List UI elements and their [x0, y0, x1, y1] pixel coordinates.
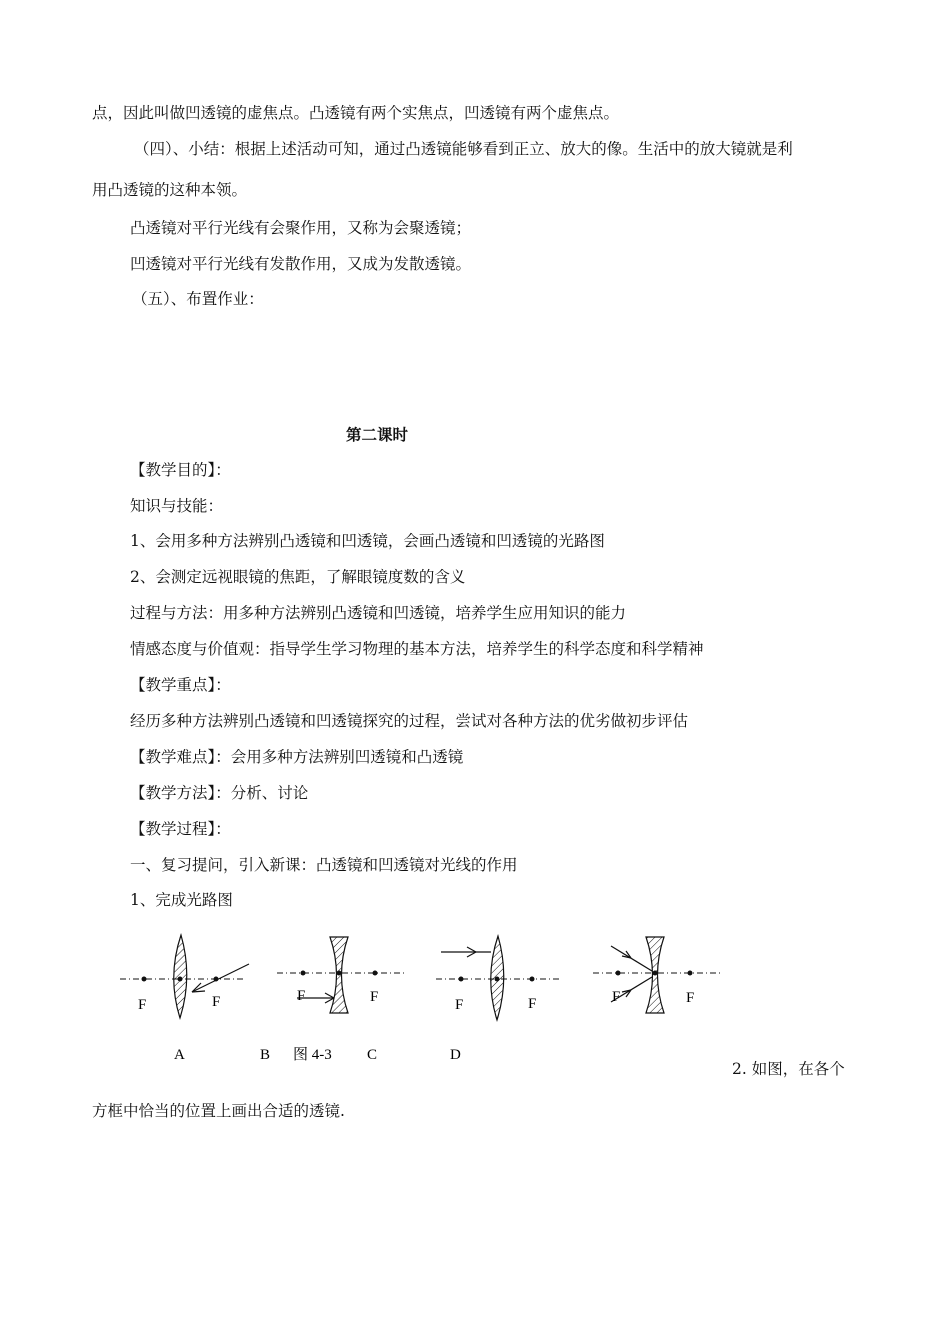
lesson-line: 1、完成光路图 [130, 891, 233, 909]
question-2-start: 2. 如图，在各个 [732, 1060, 845, 1078]
paragraph-concave: 凹透镜对平行光线有发散作用，又成为发散透镜。 [130, 255, 472, 273]
paragraph-summary: （四）、小结：根据上述活动可知，通过凸透镜能够看到正立、放大的像。生活中的放大镜就是利 [134, 140, 793, 158]
diagram-label-a: A [174, 1047, 185, 1063]
paragraph-1: 点，因此叫做凹透镜的虚焦点。凸透镜有两个实焦点，凹透镜有两个虚焦点。 [92, 104, 620, 122]
focus-label: F [138, 997, 147, 1013]
paragraph-homework: （五）、布置作业： [132, 290, 264, 308]
diagram-label-c: C [367, 1047, 378, 1063]
focus-label: F [612, 989, 621, 1005]
paragraph-convex: 凸透镜对平行光线有会聚作用，又称为会聚透镜； [130, 219, 472, 237]
question-2-end: 方框中恰当的位置上画出合适的透镜. [92, 1102, 345, 1120]
focus-label: F [297, 988, 306, 1004]
focus-label: F [528, 996, 537, 1012]
lesson-line: 过程与方法：用多种方法辨别凸透镜和凹透镜，培养学生应用知识的能力 [130, 604, 627, 622]
lesson-line: 1、会用多种方法辨别凸透镜和凹透镜，会画凸透镜和凹透镜的光路图 [130, 532, 605, 550]
lesson-line: 【教学难点】：会用多种方法辨别凹透镜和凸透镜 [130, 748, 464, 766]
diagram-label-d: D [450, 1047, 461, 1063]
paragraph-3: 用凸透镜的这种本领。 [92, 181, 248, 199]
lesson-line: 情感态度与价值观：指导学生学习物理的基本方法，培养学生的科学态度和科学精神 [130, 640, 704, 658]
section-title: 第二课时 [346, 425, 409, 444]
lesson-line: 【教学目的】： [130, 461, 231, 479]
focus-label: F [212, 994, 221, 1010]
diagram-label-b: B [260, 1047, 271, 1063]
lesson-line: 知识与技能： [130, 497, 224, 515]
focus-label: F [686, 990, 695, 1006]
focus-label: F [455, 997, 464, 1013]
lesson-line: 经历多种方法辨别凸透镜和凹透镜探究的过程，尝试对各种方法的优劣做初步评估 [130, 712, 689, 730]
lesson-line: 2、会测定远视眼镜的焦距，了解眼镜度数的含义 [130, 568, 466, 586]
lesson-line: 【教学方法】：分析、讨论 [130, 784, 309, 802]
lesson-line: 【教学重点】： [130, 676, 231, 694]
figure-caption: 图 4-3 [293, 1047, 332, 1063]
focus-label: F [370, 989, 379, 1005]
ray-diagram-figure [0, 920, 950, 1080]
lesson-line: 【教学过程】： [130, 820, 231, 838]
lesson-line: 一、复习提问，引入新课：凸透镜和凹透镜对光线的作用 [130, 856, 518, 874]
